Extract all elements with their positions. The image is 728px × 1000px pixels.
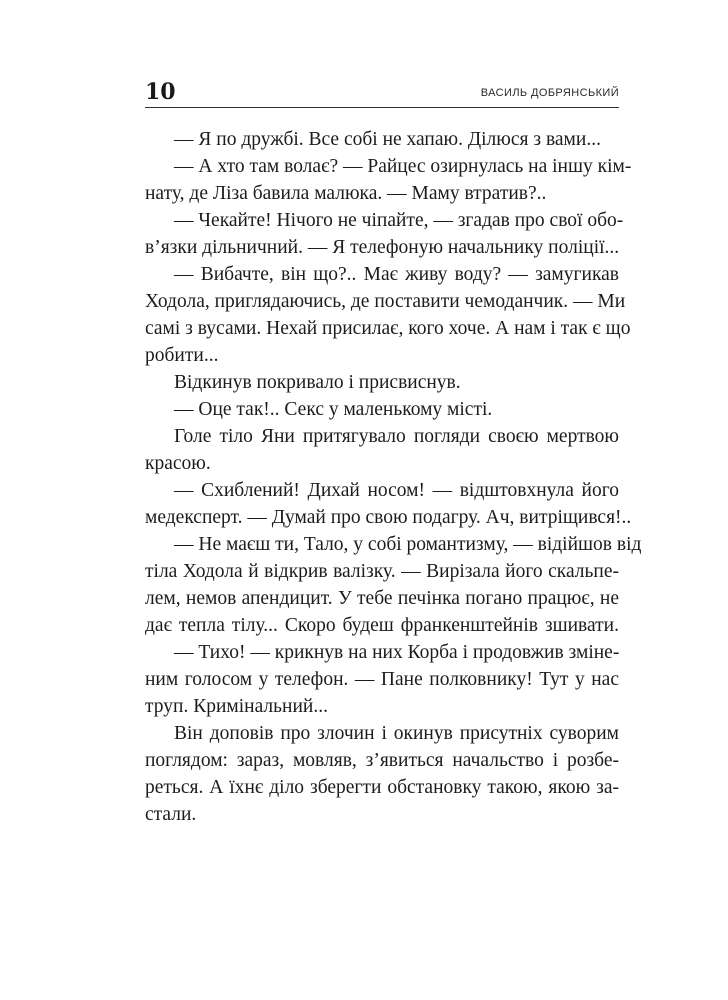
text-line: лем, немов апендицит. У тебе печінка погано працює, не <box>145 588 619 609</box>
text-line: нату, де Ліза бавила малюка. — Маму втратив?.. <box>145 183 547 204</box>
text-line: дає тепла тілу... Скоро будеш франкенштейнів зшивати. <box>145 615 619 636</box>
header-rule <box>145 107 619 108</box>
text-line: стали. <box>145 804 197 825</box>
page-number: 10 <box>145 79 176 105</box>
text-line: — Не маєш ти, Тало, у собі романтизму, — відійшов від <box>174 534 642 555</box>
text-line: робити... <box>145 345 219 366</box>
text-line: Голе тіло Яни притягувало погляди своєю мертвою <box>174 426 619 447</box>
body-text <box>145 126 642 828</box>
text-line: — Тихо! — крикнув на них Корба і продовжив зміне- <box>174 642 620 663</box>
text-line: — А хто там волає? — Райцес озирнулась на іншу кім- <box>174 156 632 177</box>
text-line: — Вибачте, він що?.. Має живу воду? — замугикав <box>174 264 619 285</box>
running-title: ВАСИЛЬ ДОБРЯНСЬКИЙ <box>480 87 619 99</box>
text-line: труп. Кримінальний... <box>145 696 328 717</box>
text-line: самі з вусами. Нехай присилає, кого хоче. А нам і так є що <box>145 318 631 339</box>
text-line: Ходола, приглядаючись, де поставити чемоданчик. — Ми <box>145 291 626 312</box>
text-line: реться. А їхнє діло зберегти обстановку такою, якою за- <box>145 777 619 798</box>
text-line: Він доповів про злочин і окинув присутніх суворим <box>174 723 619 744</box>
text-line: — Чекайте! Нічого не чіпайте, — згадав про свої обо- <box>174 210 624 231</box>
text-line: — Оце так!.. Секс у маленькому місті. <box>174 399 493 420</box>
text-line: медексперт. — Думай про свою подагру. Ач, витріщився!.. <box>145 507 632 528</box>
text-line: поглядом: зараз, мовляв, з’явиться начальство і розбе- <box>145 750 619 771</box>
text-line: — Я по дружбі. Все собі не хапаю. Ділюся з вами... <box>174 129 601 150</box>
text-line: в’язки дільничний. — Я телефоную начальнику поліції... <box>145 237 620 258</box>
text-line: Відкинув покривало і присвиснув. <box>174 372 461 393</box>
text-line: ним голосом у телефон. — Пане полковнику! Тут у нас <box>145 669 619 690</box>
text-line: тіла Ходола й відкрив валізку. — Вирізала його скальпе- <box>145 561 619 582</box>
text-line: — Схиблений! Дихай носом! — відштовхнула його <box>174 480 619 501</box>
text-line: красою. <box>145 453 211 474</box>
